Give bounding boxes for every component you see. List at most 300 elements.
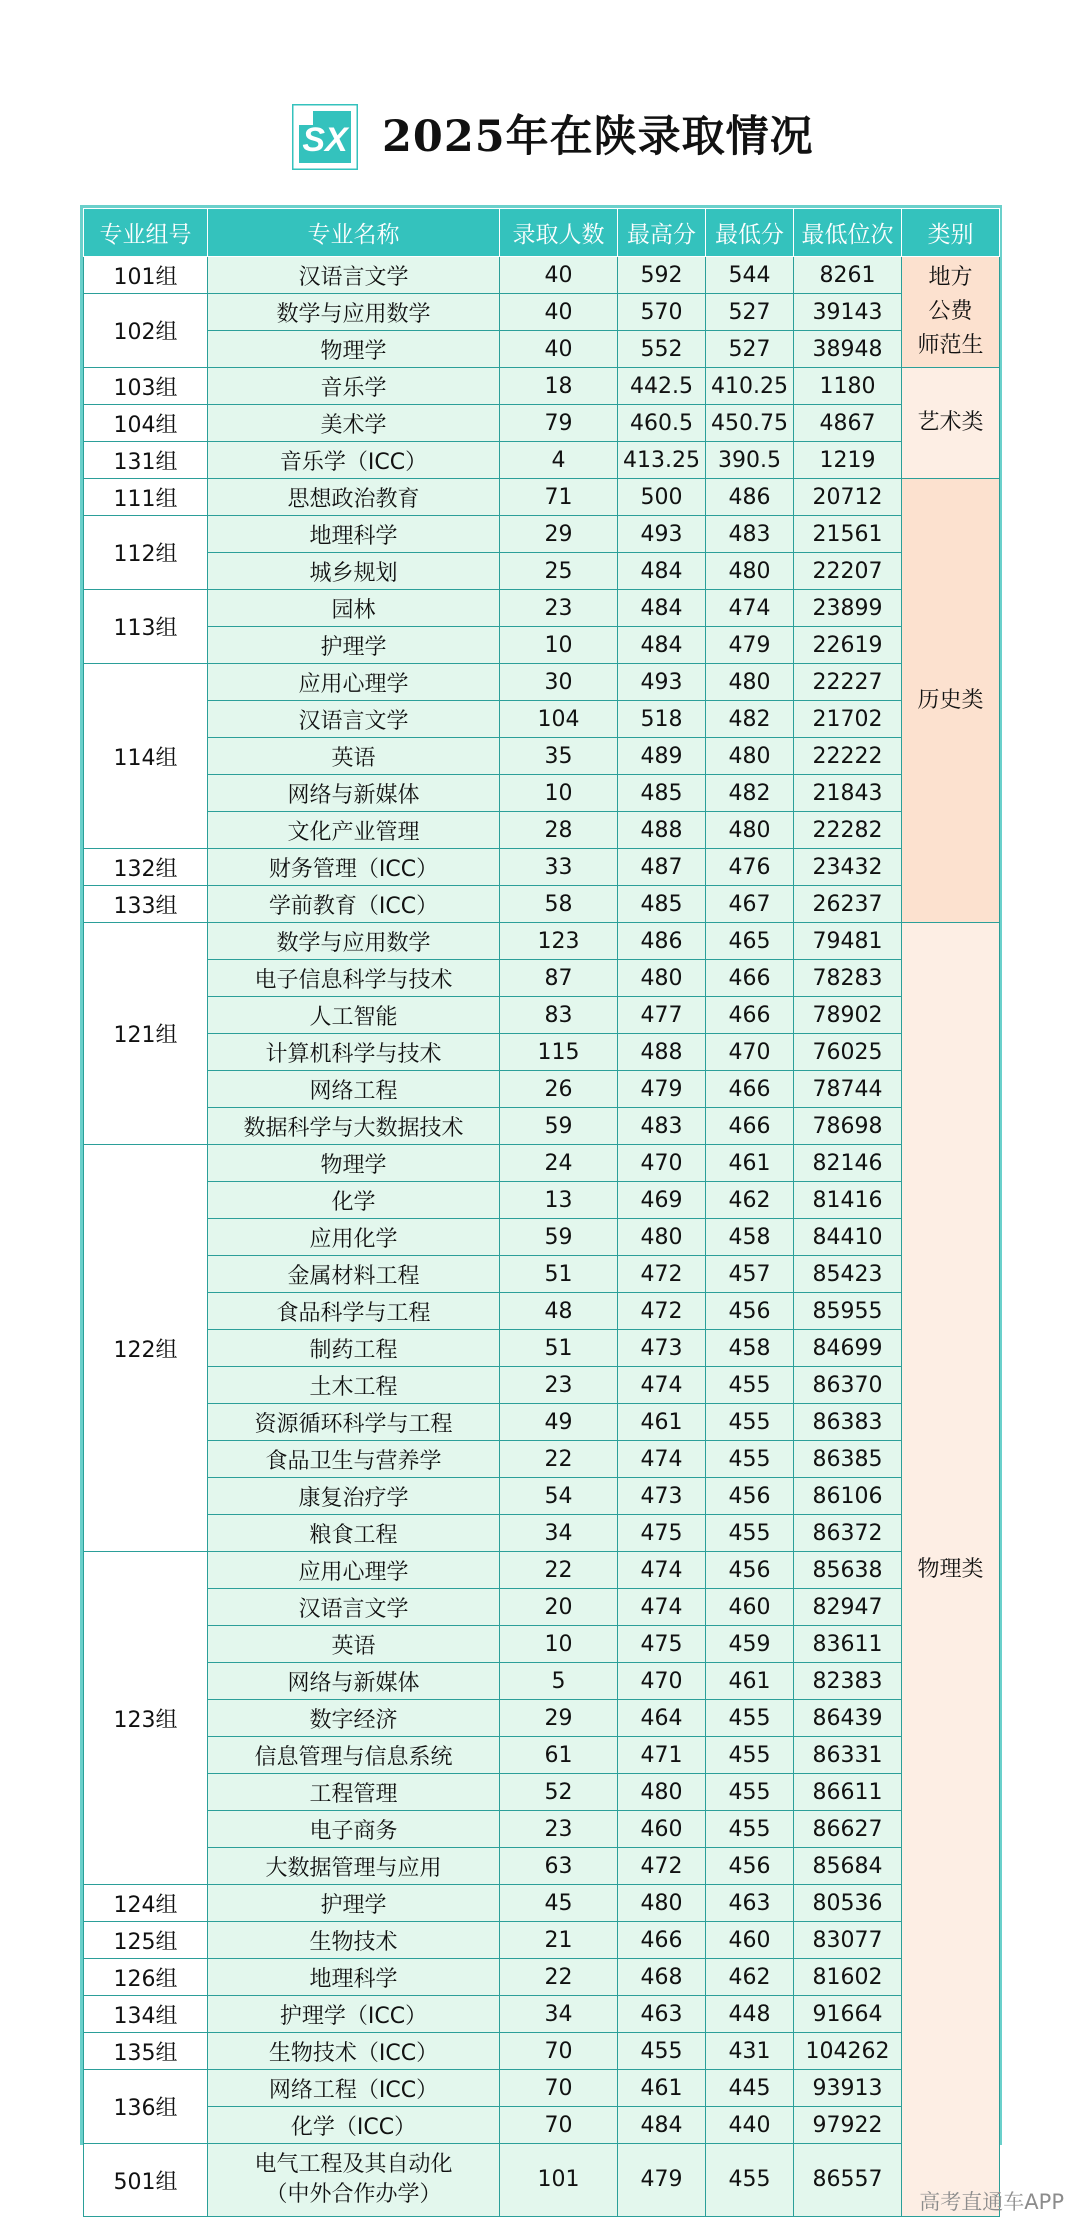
min-score-cell: 455: [706, 1441, 794, 1478]
min-rank-cell: 81416: [794, 1182, 902, 1219]
max-score-cell: 493: [618, 516, 706, 553]
header-min-score: 最低分: [706, 209, 794, 257]
min-score-cell: 455: [706, 1811, 794, 1848]
min-score-cell: 486: [706, 479, 794, 516]
count-cell: 54: [500, 1478, 618, 1515]
min-score-cell: 455: [706, 1367, 794, 1404]
table-header-row: [84, 209, 1000, 257]
min-rank-cell: 82146: [794, 1145, 902, 1182]
max-score-cell: 518: [618, 701, 706, 738]
max-score-cell: 474: [618, 1589, 706, 1626]
major-name-cell: 美术学: [208, 405, 500, 442]
major-name-cell: 网络工程（ICC）: [208, 2070, 500, 2107]
count-cell: 30: [500, 664, 618, 701]
max-score-cell: 473: [618, 1478, 706, 1515]
major-name-cell: 思想政治教育: [208, 479, 500, 516]
header-min-rank: 最低位次: [794, 209, 902, 257]
count-cell: 13: [500, 1182, 618, 1219]
max-score-cell: 464: [618, 1700, 706, 1737]
min-score-cell: 474: [706, 590, 794, 627]
min-rank-cell: 39143: [794, 294, 902, 331]
min-rank-cell: 21561: [794, 516, 902, 553]
major-name-cell: 工程管理: [208, 1774, 500, 1811]
min-score-cell: 527: [706, 331, 794, 368]
count-cell: 48: [500, 1293, 618, 1330]
table-body: [84, 257, 1000, 2217]
table-row: [84, 1219, 1000, 1256]
group-id-cell: 122组: [84, 1145, 208, 1552]
max-score-cell: 486: [618, 923, 706, 960]
major-name-cell: 地理科学: [208, 516, 500, 553]
table-row: [84, 960, 1000, 997]
group-id-cell: 134组: [84, 1996, 208, 2033]
max-score-cell: 461: [618, 2070, 706, 2107]
major-name-cell: 制药工程: [208, 1330, 500, 1367]
major-name-cell: 金属材料工程: [208, 1256, 500, 1293]
min-rank-cell: 86611: [794, 1774, 902, 1811]
count-cell: 34: [500, 1515, 618, 1552]
min-score-cell: 448: [706, 1996, 794, 2033]
table-row: [84, 923, 1000, 960]
min-score-cell: 480: [706, 812, 794, 849]
min-rank-cell: 26237: [794, 886, 902, 923]
major-name-cell: 粮食工程: [208, 1515, 500, 1552]
count-cell: 26: [500, 1071, 618, 1108]
major-name-cell: 数字经济: [208, 1700, 500, 1737]
max-score-cell: 485: [618, 775, 706, 812]
count-cell: 23: [500, 1367, 618, 1404]
table-row: [84, 1811, 1000, 1848]
major-name-cell: 汉语言文学: [208, 701, 500, 738]
major-name-cell: 土木工程: [208, 1367, 500, 1404]
major-name-cell: 信息管理与信息系统: [208, 1737, 500, 1774]
table-row: [84, 1922, 1000, 1959]
group-id-cell: 104组: [84, 405, 208, 442]
major-name-cell: 应用心理学: [208, 1552, 500, 1589]
count-cell: 79: [500, 405, 618, 442]
major-name-cell: 数学与应用数学: [208, 294, 500, 331]
min-score-cell: 463: [706, 1885, 794, 1922]
table-row: [84, 2107, 1000, 2144]
major-name-cell: 电子商务: [208, 1811, 500, 1848]
min-score-cell: 480: [706, 738, 794, 775]
table-row: [84, 738, 1000, 775]
max-score-cell: 472: [618, 1848, 706, 1885]
min-rank-cell: 85638: [794, 1552, 902, 1589]
table-row: [84, 2070, 1000, 2107]
table-row: [84, 516, 1000, 553]
table-row: [84, 849, 1000, 886]
table-row: [84, 1996, 1000, 2033]
min-rank-cell: 81602: [794, 1959, 902, 1996]
max-score-cell: 466: [618, 1922, 706, 1959]
max-score-cell: 484: [618, 590, 706, 627]
max-score-cell: 592: [618, 257, 706, 294]
max-score-cell: 488: [618, 1034, 706, 1071]
major-name-cell: 物理学: [208, 331, 500, 368]
major-name-cell: 汉语言文学: [208, 1589, 500, 1626]
major-name-cell: 网络与新媒体: [208, 1663, 500, 1700]
group-id-cell: 131组: [84, 442, 208, 479]
max-score-cell: 460: [618, 1811, 706, 1848]
major-name-cell: 应用心理学: [208, 664, 500, 701]
min-score-cell: 462: [706, 1182, 794, 1219]
table-row: [84, 1330, 1000, 1367]
min-rank-cell: 21843: [794, 775, 902, 812]
category-cell: 历史类: [902, 479, 1000, 923]
min-rank-cell: 22619: [794, 627, 902, 664]
min-score-cell: 455: [706, 1737, 794, 1774]
count-cell: 59: [500, 1108, 618, 1145]
count-cell: 25: [500, 553, 618, 590]
count-cell: 22: [500, 1441, 618, 1478]
group-id-cell: 501组: [84, 2144, 208, 2217]
max-score-cell: 442.5: [618, 368, 706, 405]
major-name-cell: 化学: [208, 1182, 500, 1219]
count-cell: 22: [500, 1959, 618, 1996]
min-rank-cell: 23432: [794, 849, 902, 886]
major-name-cell: 人工智能: [208, 997, 500, 1034]
table-row: [84, 442, 1000, 479]
table-row: [84, 1959, 1000, 1996]
count-cell: 18: [500, 368, 618, 405]
major-name-cell: 大数据管理与应用: [208, 1848, 500, 1885]
count-cell: 83: [500, 997, 618, 1034]
max-score-cell: 484: [618, 553, 706, 590]
max-score-cell: 468: [618, 1959, 706, 1996]
count-cell: 29: [500, 1700, 618, 1737]
max-score-cell: 474: [618, 1367, 706, 1404]
max-score-cell: 473: [618, 1330, 706, 1367]
max-score-cell: 500: [618, 479, 706, 516]
major-name-cell: 资源循环科学与工程: [208, 1404, 500, 1441]
count-cell: 59: [500, 1219, 618, 1256]
min-score-cell: 458: [706, 1219, 794, 1256]
major-name-cell: 计算机科学与技术: [208, 1034, 500, 1071]
group-id-cell: 103组: [84, 368, 208, 405]
table-row: [84, 701, 1000, 738]
table-row: [84, 405, 1000, 442]
max-score-cell: 470: [618, 1663, 706, 1700]
count-cell: 115: [500, 1034, 618, 1071]
min-rank-cell: 91664: [794, 1996, 902, 2033]
table-row: [84, 1367, 1000, 1404]
min-rank-cell: 104262: [794, 2033, 902, 2070]
count-cell: 87: [500, 960, 618, 997]
min-score-cell: 456: [706, 1478, 794, 1515]
major-name-cell: 英语: [208, 738, 500, 775]
min-score-cell: 440: [706, 2107, 794, 2144]
major-name-cell: 电子信息科学与技术: [208, 960, 500, 997]
table-row: [84, 1663, 1000, 1700]
min-rank-cell: 85684: [794, 1848, 902, 1885]
count-cell: 51: [500, 1256, 618, 1293]
min-rank-cell: 82947: [794, 1589, 902, 1626]
category-cell: 艺术类: [902, 368, 1000, 479]
min-rank-cell: 22282: [794, 812, 902, 849]
table-row: [84, 1515, 1000, 1552]
min-rank-cell: 78283: [794, 960, 902, 997]
max-score-cell: 483: [618, 1108, 706, 1145]
group-id-cell: 126组: [84, 1959, 208, 1996]
header-category: 类别: [902, 209, 1000, 257]
min-score-cell: 480: [706, 664, 794, 701]
min-rank-cell: 76025: [794, 1034, 902, 1071]
max-score-cell: 461: [618, 1404, 706, 1441]
min-score-cell: 390.5: [706, 442, 794, 479]
count-cell: 10: [500, 775, 618, 812]
table-row: [84, 1774, 1000, 1811]
major-name-cell: 汉语言文学: [208, 257, 500, 294]
table-row: [84, 1885, 1000, 1922]
min-score-cell: 460: [706, 1589, 794, 1626]
min-rank-cell: 1180: [794, 368, 902, 405]
major-name-cell: 食品科学与工程: [208, 1293, 500, 1330]
min-rank-cell: 23899: [794, 590, 902, 627]
major-name-cell: 护理学: [208, 627, 500, 664]
min-rank-cell: 22227: [794, 664, 902, 701]
max-score-cell: 484: [618, 627, 706, 664]
table-row: [84, 553, 1000, 590]
max-score-cell: 484: [618, 2107, 706, 2144]
min-score-cell: 459: [706, 1626, 794, 1663]
count-cell: 29: [500, 516, 618, 553]
count-cell: 123: [500, 923, 618, 960]
min-score-cell: 456: [706, 1552, 794, 1589]
min-score-cell: 455: [706, 2144, 794, 2217]
max-score-cell: 493: [618, 664, 706, 701]
table-row: [84, 664, 1000, 701]
min-score-cell: 455: [706, 1700, 794, 1737]
count-cell: 4: [500, 442, 618, 479]
major-name-cell: 音乐学（ICC）: [208, 442, 500, 479]
min-rank-cell: 86383: [794, 1404, 902, 1441]
count-cell: 51: [500, 1330, 618, 1367]
group-id-cell: 113组: [84, 590, 208, 664]
min-rank-cell: 85955: [794, 1293, 902, 1330]
table-row: [84, 1626, 1000, 1663]
min-score-cell: 527: [706, 294, 794, 331]
major-name-cell: 园林: [208, 590, 500, 627]
min-rank-cell: 86331: [794, 1737, 902, 1774]
major-name-cell: 电气工程及其自动化 （中外合作办学）: [208, 2144, 500, 2217]
header-count: 录取人数: [500, 209, 618, 257]
count-cell: 23: [500, 590, 618, 627]
count-cell: 10: [500, 627, 618, 664]
min-score-cell: 482: [706, 701, 794, 738]
min-score-cell: 544: [706, 257, 794, 294]
max-score-cell: 475: [618, 1515, 706, 1552]
max-score-cell: 463: [618, 1996, 706, 2033]
min-rank-cell: 86385: [794, 1441, 902, 1478]
min-score-cell: 480: [706, 553, 794, 590]
min-rank-cell: 86370: [794, 1367, 902, 1404]
page-title: 2025年在陕录取情况: [382, 112, 814, 162]
min-score-cell: 410.25: [706, 368, 794, 405]
table-row: [84, 1404, 1000, 1441]
group-id-cell: 132组: [84, 849, 208, 886]
min-score-cell: 461: [706, 1663, 794, 1700]
min-score-cell: 476: [706, 849, 794, 886]
min-score-cell: 465: [706, 923, 794, 960]
min-rank-cell: 4867: [794, 405, 902, 442]
count-cell: 33: [500, 849, 618, 886]
sx-logo-icon: [292, 104, 358, 170]
count-cell: 40: [500, 257, 618, 294]
major-name-cell: 食品卫生与营养学: [208, 1441, 500, 1478]
major-name-cell: 生物技术: [208, 1922, 500, 1959]
count-cell: 10: [500, 1626, 618, 1663]
min-score-cell: 479: [706, 627, 794, 664]
min-score-cell: 431: [706, 2033, 794, 2070]
min-score-cell: 470: [706, 1034, 794, 1071]
table-row: [84, 1700, 1000, 1737]
min-rank-cell: 86439: [794, 1700, 902, 1737]
major-name-cell: 网络工程: [208, 1071, 500, 1108]
major-name-cell: 城乡规划: [208, 553, 500, 590]
category-cell: 地方 公费 师范生: [902, 257, 1000, 368]
min-rank-cell: 21702: [794, 701, 902, 738]
count-cell: 70: [500, 2107, 618, 2144]
table-row: [84, 886, 1000, 923]
max-score-cell: 487: [618, 849, 706, 886]
max-score-cell: 474: [618, 1552, 706, 1589]
table-row: [84, 1589, 1000, 1626]
max-score-cell: 413.25: [618, 442, 706, 479]
max-score-cell: 477: [618, 997, 706, 1034]
table-row: [84, 997, 1000, 1034]
major-name-cell: 生物技术（ICC）: [208, 2033, 500, 2070]
max-score-cell: 552: [618, 331, 706, 368]
max-score-cell: 471: [618, 1737, 706, 1774]
min-rank-cell: 8261: [794, 257, 902, 294]
max-score-cell: 488: [618, 812, 706, 849]
min-rank-cell: 86557: [794, 2144, 902, 2217]
count-cell: 40: [500, 294, 618, 331]
max-score-cell: 474: [618, 1441, 706, 1478]
max-score-cell: 570: [618, 294, 706, 331]
table-row: [84, 1034, 1000, 1071]
major-name-cell: 学前教育（ICC）: [208, 886, 500, 923]
table-row: [84, 1848, 1000, 1885]
count-cell: 28: [500, 812, 618, 849]
min-score-cell: 460: [706, 1922, 794, 1959]
count-cell: 23: [500, 1811, 618, 1848]
table-row: [84, 1108, 1000, 1145]
header: [0, 98, 1080, 178]
major-name-cell: 音乐学: [208, 368, 500, 405]
group-id-cell: 135组: [84, 2033, 208, 2070]
group-id-cell: 136组: [84, 2070, 208, 2144]
max-score-cell: 480: [618, 1774, 706, 1811]
group-id-cell: 112组: [84, 516, 208, 590]
min-rank-cell: 86106: [794, 1478, 902, 1515]
min-rank-cell: 22222: [794, 738, 902, 775]
group-id-cell: 124组: [84, 1885, 208, 1922]
min-score-cell: 445: [706, 2070, 794, 2107]
min-score-cell: 450.75: [706, 405, 794, 442]
group-id-cell: 101组: [84, 257, 208, 294]
max-score-cell: 489: [618, 738, 706, 775]
min-score-cell: 461: [706, 1145, 794, 1182]
header-max-score: 最高分: [618, 209, 706, 257]
table-row: [84, 2033, 1000, 2070]
admission-table: [80, 205, 1002, 2207]
min-rank-cell: 86627: [794, 1811, 902, 1848]
max-score-cell: 479: [618, 1071, 706, 1108]
min-rank-cell: 78902: [794, 997, 902, 1034]
count-cell: 58: [500, 886, 618, 923]
group-id-cell: 114组: [84, 664, 208, 849]
major-name-cell: 化学（ICC）: [208, 2107, 500, 2144]
min-rank-cell: 79481: [794, 923, 902, 960]
count-cell: 40: [500, 331, 618, 368]
category-cell: 物理类: [902, 923, 1000, 2217]
major-name-cell: 康复治疗学: [208, 1478, 500, 1515]
max-score-cell: 470: [618, 1145, 706, 1182]
table-row: [84, 257, 1000, 294]
count-cell: 35: [500, 738, 618, 775]
count-cell: 34: [500, 1996, 618, 2033]
max-score-cell: 472: [618, 1256, 706, 1293]
min-score-cell: 456: [706, 1848, 794, 1885]
min-score-cell: 466: [706, 960, 794, 997]
count-cell: 70: [500, 2033, 618, 2070]
table-row: [84, 1071, 1000, 1108]
count-cell: 70: [500, 2070, 618, 2107]
table-row: [84, 1552, 1000, 1589]
max-score-cell: 460.5: [618, 405, 706, 442]
major-name-cell: 数据科学与大数据技术: [208, 1108, 500, 1145]
count-cell: 20: [500, 1589, 618, 1626]
min-score-cell: 462: [706, 1959, 794, 1996]
min-score-cell: 455: [706, 1404, 794, 1441]
min-score-cell: 467: [706, 886, 794, 923]
table-row: [84, 1256, 1000, 1293]
count-cell: 52: [500, 1774, 618, 1811]
max-score-cell: 475: [618, 1626, 706, 1663]
major-name-cell: 护理学: [208, 1885, 500, 1922]
min-score-cell: 483: [706, 516, 794, 553]
table-row: [84, 2144, 1000, 2217]
major-name-cell: 物理学: [208, 1145, 500, 1182]
count-cell: 5: [500, 1663, 618, 1700]
table-row: [84, 775, 1000, 812]
major-name-cell: 数学与应用数学: [208, 923, 500, 960]
min-rank-cell: 83611: [794, 1626, 902, 1663]
table-row: [84, 812, 1000, 849]
min-score-cell: 466: [706, 1108, 794, 1145]
table-row: [84, 1182, 1000, 1219]
min-rank-cell: 1219: [794, 442, 902, 479]
count-cell: 45: [500, 1885, 618, 1922]
min-rank-cell: 78698: [794, 1108, 902, 1145]
table-row: [84, 294, 1000, 331]
max-score-cell: 469: [618, 1182, 706, 1219]
major-name-cell: 应用化学: [208, 1219, 500, 1256]
max-score-cell: 472: [618, 1293, 706, 1330]
min-rank-cell: 80536: [794, 1885, 902, 1922]
table-row: [84, 331, 1000, 368]
table-row: [84, 368, 1000, 405]
header-group: 专业组号: [84, 209, 208, 257]
count-cell: 61: [500, 1737, 618, 1774]
min-rank-cell: 22207: [794, 553, 902, 590]
header-major: 专业名称: [208, 209, 500, 257]
max-score-cell: 480: [618, 1219, 706, 1256]
max-score-cell: 485: [618, 886, 706, 923]
group-id-cell: 102组: [84, 294, 208, 368]
